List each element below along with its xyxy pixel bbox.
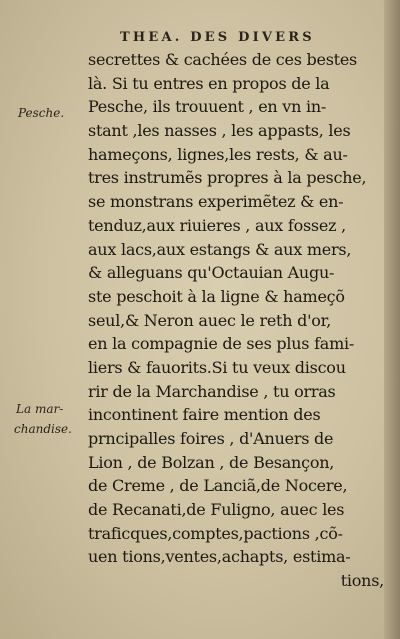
text-line: hameçons, lignes,les rests, & au- <box>88 144 348 164</box>
text-line: aux lacs,aux estangs & aux mers, <box>88 239 352 259</box>
text-line: traficques,comptes,pactions ,cõ- <box>88 523 343 543</box>
text-line: incontinent faire mention des <box>88 405 321 425</box>
text-line: & alleguans qu'Octauian Augu- <box>88 263 335 283</box>
text-line: se monstrans experimẽtez & en- <box>88 192 344 212</box>
text-line: tres instrumẽs propres à la pesche, <box>88 168 367 188</box>
text-line: ste peschoit à la ligne & hameçõ <box>88 286 345 306</box>
margin-note-pesche: Pesche. <box>18 106 65 120</box>
text-line: rir de la Marchandise , tu orras <box>88 381 336 401</box>
margin-note-marchandise-1: La mar- <box>16 402 64 416</box>
text-line: de Creme , de Lanciã,de Nocere, <box>88 476 348 496</box>
text-line: tions, <box>340 571 384 591</box>
text-line: en la compagnie de ses plus fami- <box>88 334 355 354</box>
text-line: Lion , de Bolzan , de Besançon, <box>88 452 335 472</box>
text-line: uen tions,ventes,achapts, estima- <box>88 547 351 567</box>
margin-note-marchandise-2: chandise. <box>14 422 72 436</box>
text-line: Pesche, ils trouuent , en vn in- <box>88 97 327 117</box>
text-line: tenduz,aux riuieres , aux fossez , <box>88 215 346 235</box>
text-line: liers & fauorits.Si tu veux discou <box>88 357 346 377</box>
text-line: là. Si tu entres en propos de la <box>88 73 330 93</box>
text-line: prncipalles foires , d'Anuers de <box>88 429 334 448</box>
text-line: de Recanati,de Fuligno, auec les <box>88 500 345 520</box>
text-line: seul,& Neron auec le reth d'or, <box>88 310 332 330</box>
body-text <box>88 48 388 593</box>
text-line: secrettes & cachées de ces bestes <box>88 50 358 69</box>
running-title: THEA. DES DIVERS <box>120 30 315 45</box>
text-line: stant ,les nasses , les appasts, les <box>88 121 351 141</box>
